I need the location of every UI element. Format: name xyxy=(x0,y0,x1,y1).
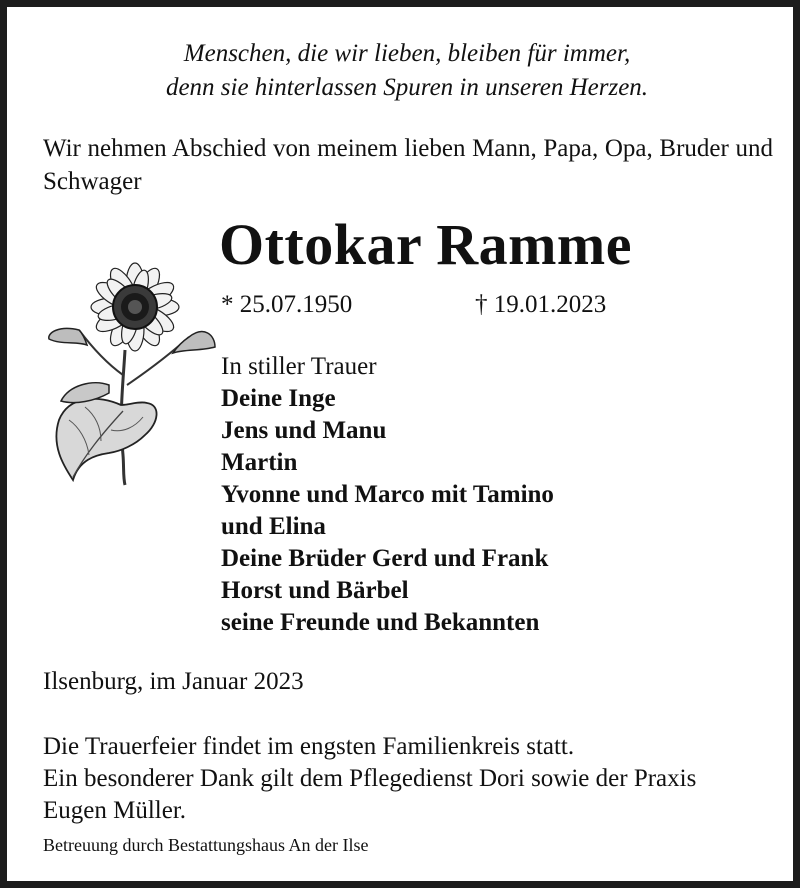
mourner-name: Jens und Manu xyxy=(221,417,387,444)
note-line: Ein besonderer Dank gilt dem Pflegedienst Dori sowie der Praxis xyxy=(43,765,697,792)
birth-date: * 25.07.1950 xyxy=(221,291,353,318)
place-date: Ilsenburg, im Januar 2023 xyxy=(43,668,304,695)
motto-line-1: Menschen, die wir lieben, bleiben für immer, xyxy=(183,40,631,67)
funeral-note xyxy=(43,731,696,827)
mourners-block xyxy=(221,351,554,639)
note-line: Die Trauerfeier findet im engsten Familienkreis statt. xyxy=(43,733,575,760)
mourners-lead: In stiller Trauer xyxy=(221,353,377,380)
intro-text: Wir nehmen Abschied von meinem lieben Mann, Papa, Opa, Bruder und Schwager xyxy=(43,135,773,195)
motto xyxy=(7,37,800,105)
sunflower-illustration xyxy=(39,255,219,490)
mourner-name: Horst und Bärbel xyxy=(221,577,409,604)
mourner-name: Deine Brüder Gerd und Frank xyxy=(221,545,549,572)
mourner-name: Yvonne und Marco mit Tamino xyxy=(221,481,554,508)
funeral-home-credit: Betreuung durch Bestattungshaus An der Ilse xyxy=(43,835,369,855)
mourner-name: Deine Inge xyxy=(221,385,336,412)
mourner-name: und Elina xyxy=(221,513,326,540)
mourner-name: seine Freunde und Bekannten xyxy=(221,609,540,636)
death-date: † 19.01.2023 xyxy=(475,291,607,318)
note-line: Eugen Müller. xyxy=(43,797,187,824)
motto-line-2: denn sie hinterlassen Spuren in unseren Herzen. xyxy=(165,74,649,101)
mourner-name: Martin xyxy=(221,449,298,476)
deceased-name: Ottokar Ramme xyxy=(219,212,632,277)
